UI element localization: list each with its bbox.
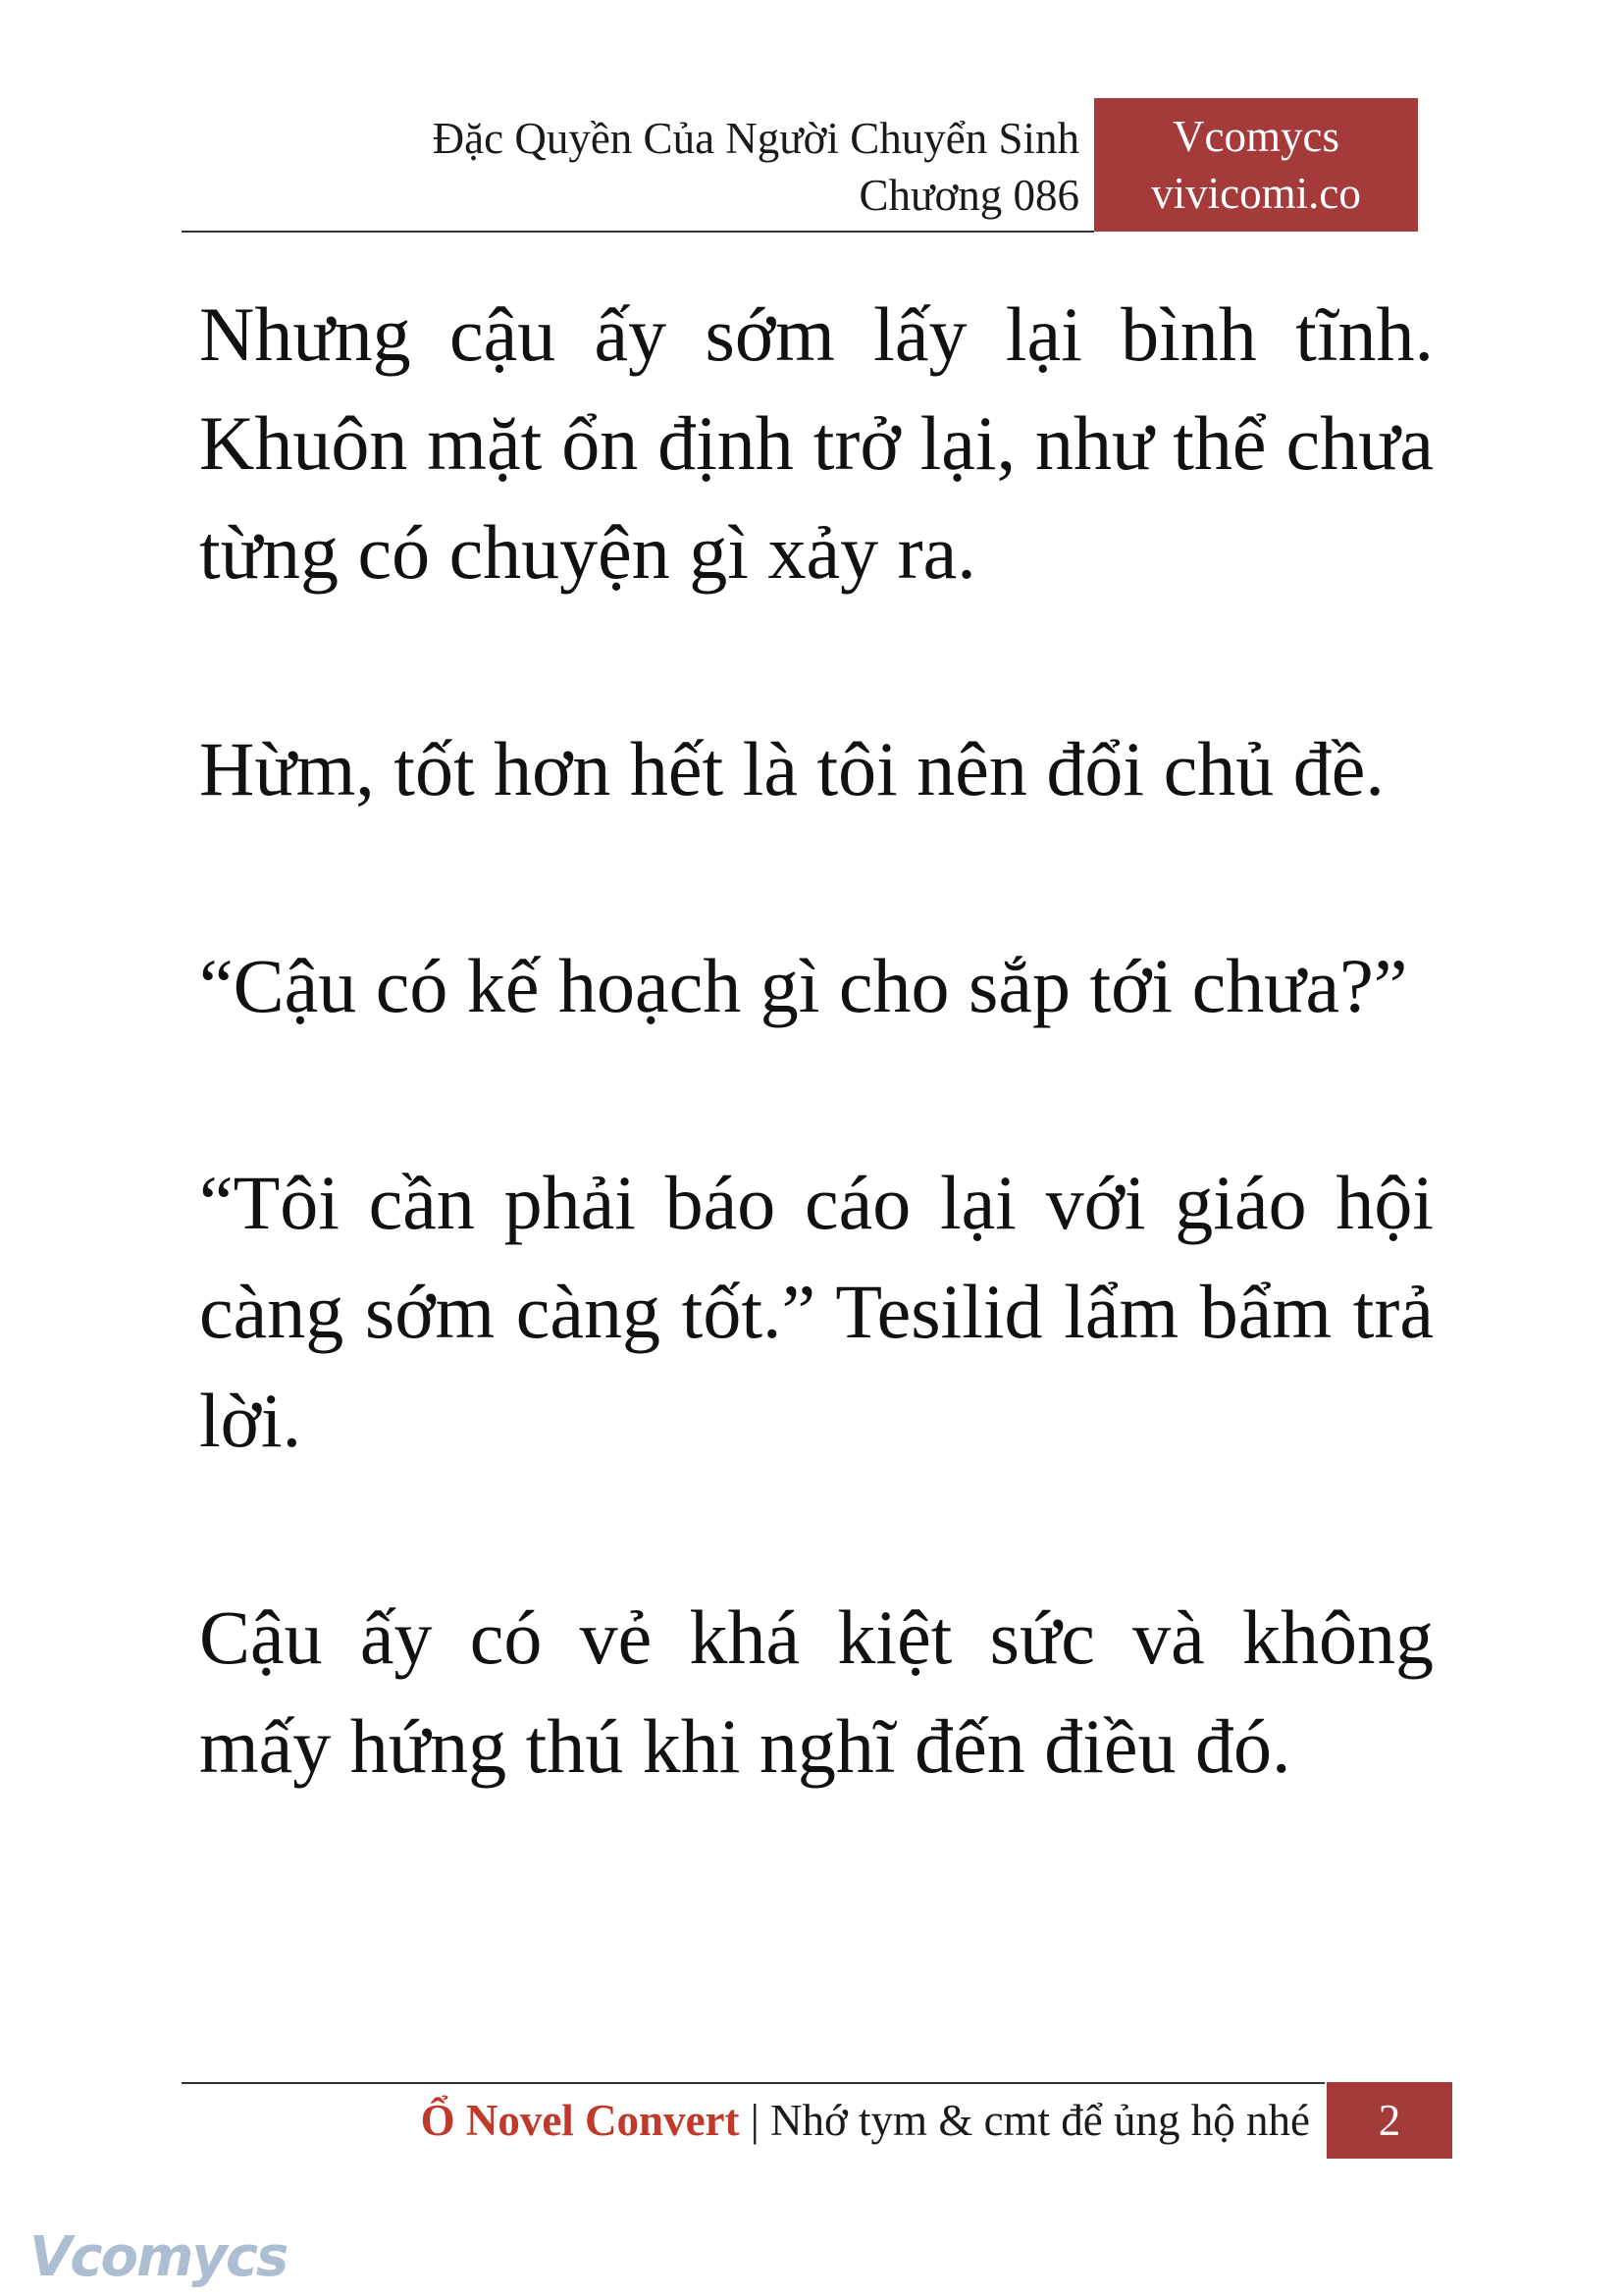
book-title: Đặc Quyền Của Người Chuyển Sinh xyxy=(432,114,1079,163)
footer-divider xyxy=(182,2082,1325,2084)
paragraph: Hừm, tốt hơn hết là tôi nên đổi chủ đề. xyxy=(199,726,1385,811)
footer-separator: | xyxy=(739,2096,771,2145)
page-header xyxy=(182,98,1418,232)
footer-brand: Ổ Novel Convert xyxy=(420,2096,740,2145)
footer-message: Nhớ tym & cmt để ủng hộ nhé xyxy=(770,2096,1310,2145)
chapter-content xyxy=(199,280,1434,1908)
paragraph: “Cậu có kế hoạch gì cho sắp tới chưa?” xyxy=(199,943,1408,1028)
header-divider xyxy=(182,231,1094,233)
site-name: Vcomycs xyxy=(1173,112,1339,161)
header-title-block xyxy=(433,110,1079,224)
paragraph: Cậu ấy có vẻ khá kiệt sức và không mấy hứng thú khi nghĩ đến điều đó. xyxy=(199,1594,1434,1789)
site-url: vivicomi.co xyxy=(1151,169,1361,218)
page-number: 2 xyxy=(1327,2082,1452,2159)
watermark-logo: Vcomycs xyxy=(29,2225,288,2289)
paragraph: Nhưng cậu ấy sớm lấy lại bình tĩnh. Khuôn mặt ổn định trở lại, như thể chưa từng có chuyện gì xảy ra. xyxy=(199,291,1434,595)
chapter-label: Chương 086 xyxy=(859,171,1079,220)
footer-credit xyxy=(421,2090,1310,2151)
site-badge xyxy=(1094,98,1418,232)
paragraph: “Tôi cần phải báo cáo lại với giáo hội càng sớm càng tốt.” Tesilid lẩm bẩm trả lời. xyxy=(199,1160,1434,1463)
